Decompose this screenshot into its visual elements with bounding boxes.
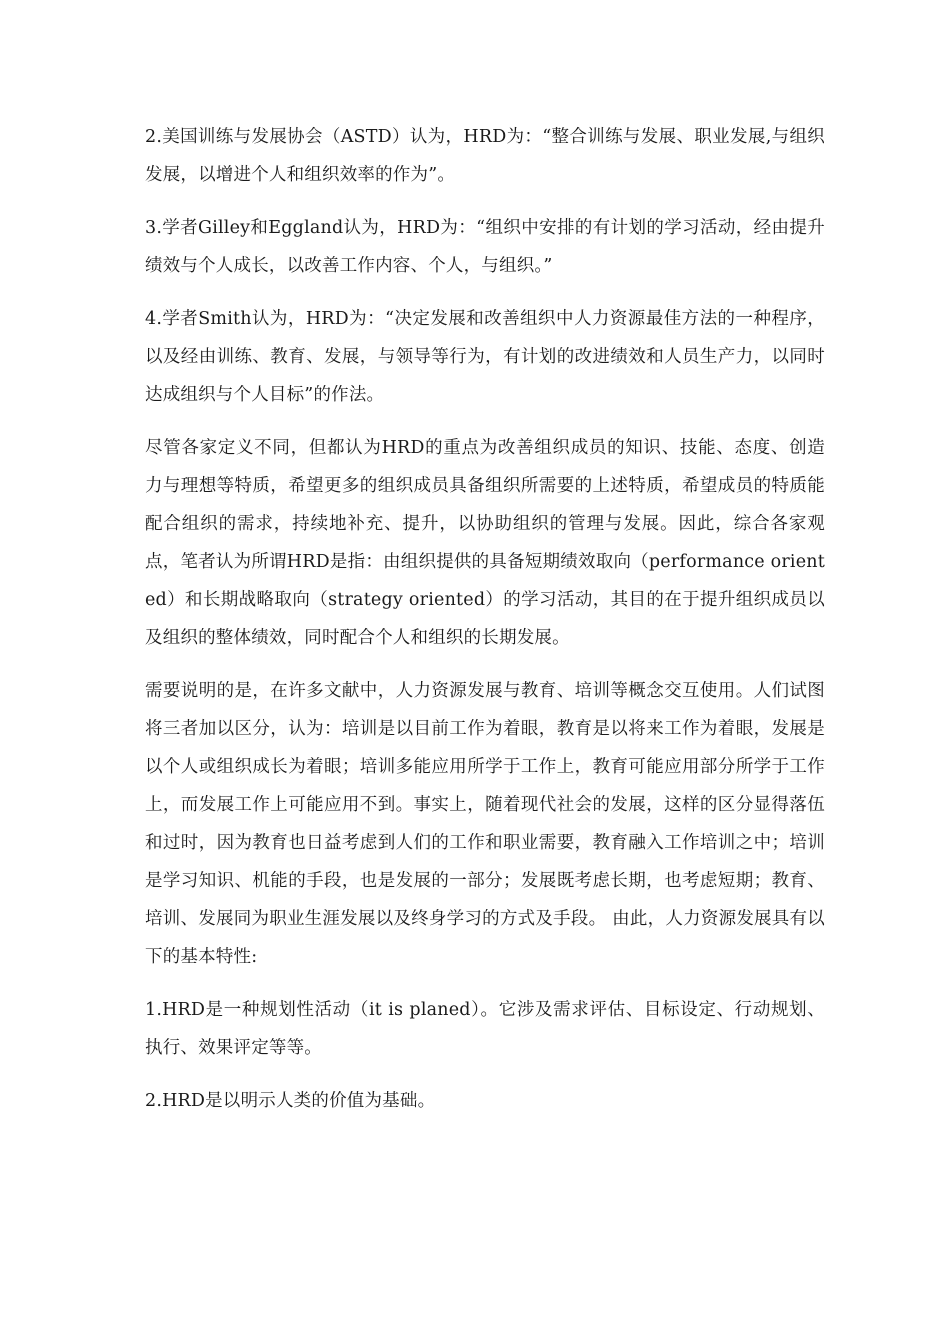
paragraph-summary-definition: 尽管各家定义不同，但都认为HRD的重点为改善组织成员的知识、技能、态度、创造力与理想等特质，希望更多的组织成员具备组织所需要的上述特质，希望成员的特质能配合组织的需求，持续地补充、提升，以协助组织的管理与发展。因此，综合各家观点，笔者认为所谓HRD是指：由组织提供的具备短期绩效取向（performance oriented）和长期战略取向（strategy oriented）的学习活动，其目的在于提升组织成员以及组织的整体绩效，同时配合个人和组织的长期发展。 (145, 438, 825, 648)
paragraph-astd-definition: 2.美国训练与发展协会（ASTD）认为，HRD为：“整合训练与发展、职业发展,与组织发展，以增进个人和组织效率的作为”。 (145, 127, 825, 185)
paragraph-characteristic-1: 1.HRD是一种规划性活动（it is planed）。它涉及需求评估、目标设定、行动规划、执行、效果评定等等。 (145, 1000, 825, 1058)
document-body (145, 118, 825, 1135)
paragraph-characteristic-2: 2.HRD是以明示人类的价值为基础。 (145, 1091, 436, 1111)
paragraph-smith-definition: 4.学者Smith认为，HRD为：“决定发展和改善组织中人力资源最佳方法的一种程序，以及经由训练、教育、发展，与领导等行为，有计划的改进绩效和人员生产力，以同时达成组织与个人目标”的作法。 (145, 309, 825, 405)
paragraph-gilley-eggland-definition: 3.学者Gilley和Eggland认为，HRD为：“组织中安排的有计划的学习活动，经由提升绩效与个人成长，以改善工作内容、个人，与组织。” (145, 218, 825, 276)
paragraph-concept-distinction: 需要说明的是，在许多文献中，人力资源发展与教育、培训等概念交互使用。人们试图将三者加以区分，认为：培训是以目前工作为着眼，教育是以将来工作为着眼，发展是以个人或组织成长为着眼；培训多能应用所学于工作上，教育可能应用部分所学于工作上，而发展工作上可能应用不到。事实上，随着现代社会的发展，这样的区分显得落伍和过时，因为教育也日益考虑到人们的工作和职业需要，教育融入工作培训之中；培训是学习知识、机能的手段，也是发展的一部分；发展既考虑长期，也考虑短期；教育、培训、发展同为职业生涯发展以及终身学习的方式及手段。 由此，人力资源发展具有以下的基本特性: (145, 681, 825, 967)
